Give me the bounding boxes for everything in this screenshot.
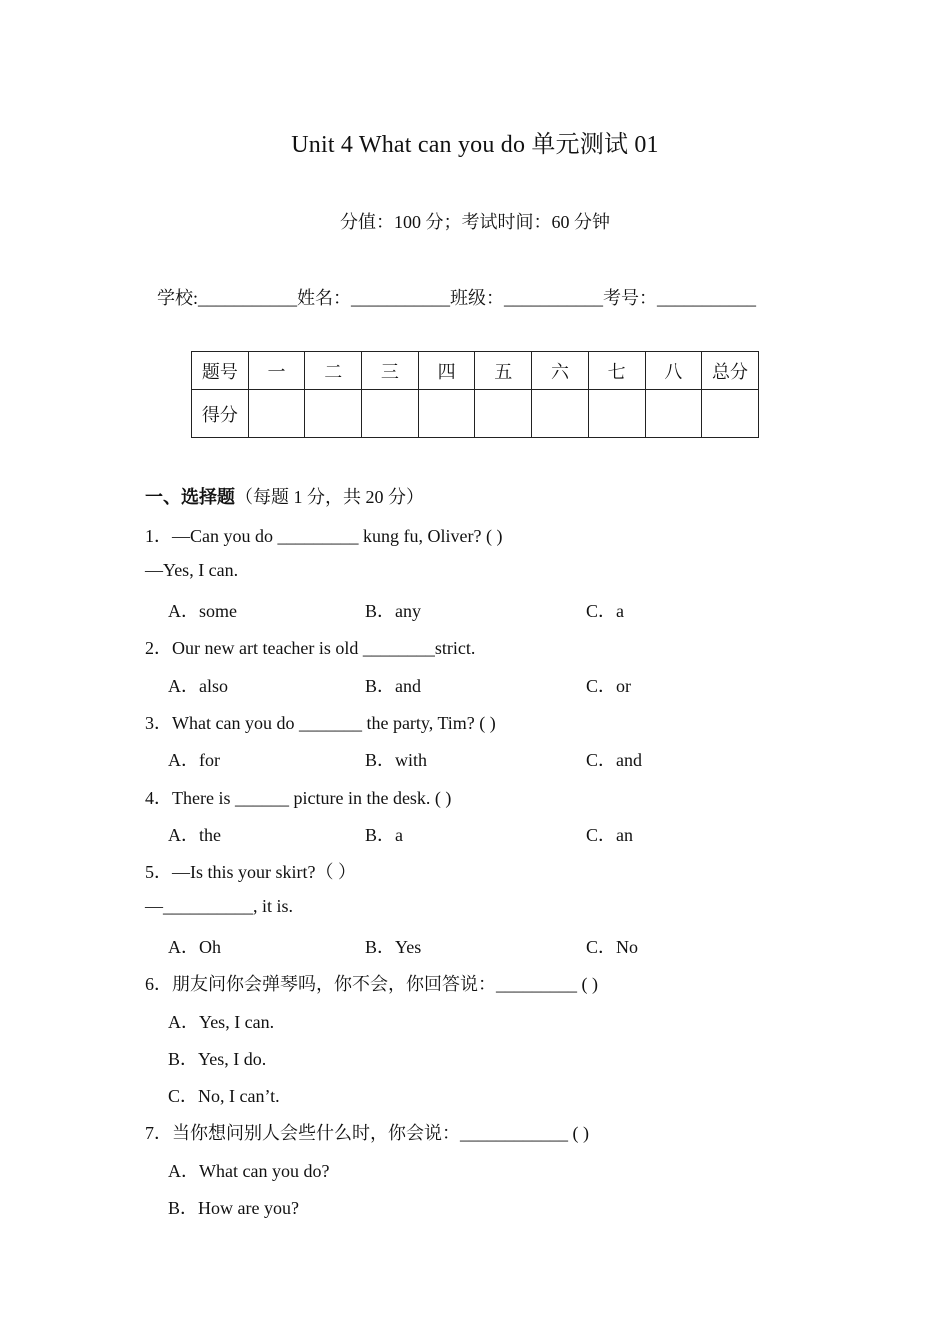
section-title: 一、选择题 [145,487,235,507]
option-c: C．a [586,601,624,621]
score-cell [305,390,362,438]
question-stem: 5．—Is this your skirt?（ ） [145,862,356,882]
question-stem: 6．朋友问你会弹琴吗，你不会，你回答说：_________ ( ) [145,974,598,994]
option-b: B．with [365,750,428,770]
score-cell [702,390,759,438]
option-a: A．also [168,676,228,696]
score-cell: 总分 [702,352,759,390]
score-cell [362,390,419,438]
question-stem-reply: —Yes, I can. [145,560,239,580]
exam-subtitle: 分值：100 分；考试时间：60 分钟 [340,212,610,232]
student-info-line: 学校:___________姓名：___________班级：___________考号：___________ [157,288,756,308]
score-cell: 二 [305,352,362,390]
option-a: A．the [168,825,221,845]
option-c: C．or [586,676,631,696]
score-cell: 得分 [192,390,249,438]
score-cell: 四 [418,352,475,390]
question-stem: 4．There is ______ picture in the desk. ( ) [145,788,452,808]
score-cell: 六 [532,352,589,390]
option-a: A．What can you do? [168,1161,330,1181]
section-note: （每题 1 分，共 20 分） [235,487,424,507]
option-b: B．and [365,676,421,696]
option-b: B．Yes, I do. [168,1049,267,1069]
score-cell [588,390,645,438]
question-stem: 7．当你想问别人会些什么时，你会说：____________ ( ) [145,1123,589,1143]
question-stem: 2．Our new art teacher is old ________strict. [145,638,476,658]
score-cell [645,390,702,438]
option-b: B．Yes [365,937,422,957]
section-heading [145,483,424,509]
score-cell: 七 [588,352,645,390]
score-cell: 五 [475,352,532,390]
option-b: B．How are you? [168,1198,299,1218]
page-title: Unit 4 What can you do 单元测试 01 [291,132,659,158]
score-cell: 三 [362,352,419,390]
option-c: C．No [586,937,639,957]
score-cell [248,390,305,438]
score-table-header-row [192,352,759,390]
question-stem: 1．—Can you do _________ kung fu, Oliver? ( ) [145,526,503,546]
option-b: B．any [365,601,421,621]
score-cell: 一 [248,352,305,390]
score-cell [532,390,589,438]
option-a: A．Oh [168,937,221,957]
question-stem-reply: —__________, it is. [145,896,294,916]
score-cell: 八 [645,352,702,390]
option-c: C．and [586,750,642,770]
option-c: C．No, I can’t. [168,1086,280,1106]
score-table [191,351,759,438]
score-cell: 题号 [192,352,249,390]
score-cell [475,390,532,438]
score-cell [418,390,475,438]
option-b: B．a [365,825,403,845]
option-a: A．Yes, I can. [168,1012,275,1032]
option-a: A．for [168,750,220,770]
option-a: A．some [168,601,237,621]
score-table-score-row [192,390,759,438]
question-stem: 3．What can you do _______ the party, Tim? ( ) [145,713,496,733]
option-c: C．an [586,825,633,845]
